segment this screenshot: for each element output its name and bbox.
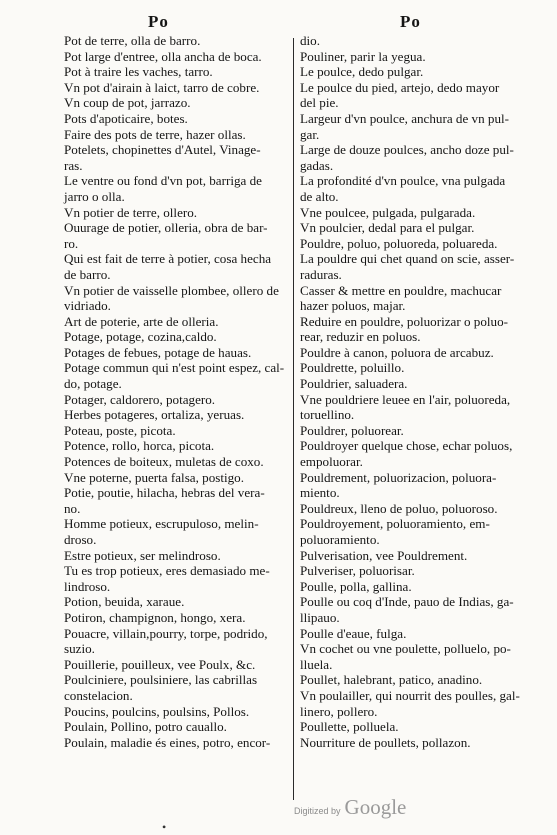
dictionary-line: Poulain, Pollino, potro cauallo. bbox=[64, 719, 227, 735]
dictionary-line: de barro. bbox=[64, 266, 111, 282]
dictionary-line: Pouldre à canon, poluora de arcabuz. bbox=[300, 344, 494, 360]
dictionary-line: raduras. bbox=[300, 266, 342, 282]
dictionary-line: Pouldroyer quelque chose, echar poluos, bbox=[300, 438, 513, 454]
dictionary-line: del pie. bbox=[300, 95, 339, 111]
dictionary-line: Potages de febues, potage de hauas. bbox=[64, 344, 252, 360]
dictionary-line: Poulciniere, poulsiniere, las cabrillas bbox=[64, 672, 258, 688]
dictionary-line: Vn poulailler, qui nourrit des poulles, gal- bbox=[300, 687, 520, 703]
left-running-head: Po bbox=[148, 12, 169, 31]
dictionary-line: lindroso. bbox=[64, 578, 111, 594]
dictionary-line: Poulain, maladie és eines, potro, encor- bbox=[64, 734, 271, 750]
dictionary-line: Pouldrette, poluillo. bbox=[300, 360, 405, 376]
dictionary-line: Vn potier de terre, ollero. bbox=[64, 204, 198, 220]
dictionary-line: Poulle d'eaue, fulga. bbox=[300, 625, 407, 641]
dictionary-line: Potence, rollo, horca, picota. bbox=[64, 438, 215, 454]
dictionary-line: Poteau, poste, picota. bbox=[64, 422, 176, 438]
dictionary-line: Vn poulcier, dedal para el pulgar. bbox=[300, 220, 475, 236]
dictionary-line: Homme potieux, escrupuloso, melin- bbox=[64, 516, 259, 532]
dictionary-line: Poullet, halebrant, patico, anadino. bbox=[300, 672, 483, 688]
dictionary-line: Pot à traire les vaches, tarro. bbox=[64, 64, 213, 80]
dictionary-line: Vn pot d'airain à laict, tarro de cobre. bbox=[64, 79, 260, 95]
dictionary-line: Potelets, chopinettes d'Autel, Vinage- bbox=[64, 142, 261, 158]
dictionary-line: Tu es trop potieux, eres demasiado me- bbox=[64, 563, 270, 579]
dictionary-line: Ouurage de potier, olleria, obra de bar- bbox=[64, 220, 268, 236]
dictionary-line: jarro o olla. bbox=[64, 188, 125, 204]
dictionary-line: Pouldroyement, poluoramiento, em- bbox=[300, 516, 490, 532]
dictionary-line: Largeur d'vn poulce, anchura de vn pul- bbox=[300, 110, 509, 126]
dictionary-line: Pulverisation, vee Pouldrement. bbox=[300, 547, 468, 563]
dictionary-line: Potie, poutie, hilacha, hebras del vera- bbox=[64, 485, 265, 501]
dictionary-line: de alto. bbox=[300, 188, 339, 204]
dictionary-line: linero, pollero. bbox=[300, 703, 378, 719]
dictionary-line: Vne pouldriere leuee en l'air, poluoreda, bbox=[300, 391, 511, 407]
dictionary-line: Pulveriser, poluorisar. bbox=[300, 563, 415, 579]
dictionary-line: vidriado. bbox=[64, 298, 111, 314]
dictionary-line: Pouliner, parir la yegua. bbox=[300, 48, 426, 64]
dictionary-line: miento. bbox=[300, 485, 340, 501]
dictionary-line: Pouldrer, poluorear. bbox=[300, 422, 404, 438]
column-divider bbox=[293, 38, 294, 800]
right-running-head: Po bbox=[400, 12, 421, 31]
dictionary-line: Vn coup de pot, jarrazo. bbox=[64, 95, 191, 111]
dictionary-line: Le poulce, dedo pulgar. bbox=[300, 64, 424, 80]
dictionary-line: Poucins, poulcins, poulsins, Pollos. bbox=[64, 703, 250, 719]
dictionary-line: empoluorar. bbox=[300, 454, 363, 470]
dictionary-line: ro. bbox=[64, 235, 79, 251]
dictionary-line: Pots d'apoticaire, botes. bbox=[64, 110, 188, 126]
dictionary-line: Potage commun qui n'est point espez, cal- bbox=[64, 360, 285, 376]
dictionary-line: ras. bbox=[64, 157, 83, 173]
dictionary-line: suzio. bbox=[64, 641, 95, 657]
dictionary-line: La pouldre qui chet quand on scie, asser- bbox=[300, 251, 515, 267]
dictionary-line: Pot large d'entree, olla ancha de boca. bbox=[64, 48, 262, 64]
printer-mark: • bbox=[162, 820, 167, 834]
right-column bbox=[300, 33, 542, 750]
dictionary-line: Pouacre, villain,pourry, torpe, podrido, bbox=[64, 625, 268, 641]
dictionary-line: Faire des pots de terre, hazer ollas. bbox=[64, 126, 246, 142]
dictionary-line: Nourriture de poullets, pollazon. bbox=[300, 734, 471, 750]
dictionary-line: Reduire en pouldre, poluorizar o poluo- bbox=[300, 313, 508, 329]
dictionary-line: Casser & mettre en pouldre, machucar bbox=[300, 282, 502, 298]
dictionary-line: Large de douze poulces, ancho doze pul- bbox=[300, 142, 514, 158]
dictionary-line: Estre potieux, ser melindroso. bbox=[64, 547, 221, 563]
dictionary-line: rear, reduzir en poluos. bbox=[300, 329, 421, 345]
dictionary-line: Pouldreux, lleno de poluo, poluoroso. bbox=[300, 500, 498, 516]
dictionary-line: Pouldre, poluo, poluoreda, poluareda. bbox=[300, 235, 498, 251]
digitized-by-text: Digitized by bbox=[294, 806, 341, 816]
dictionary-line: Poullette, polluela. bbox=[300, 719, 399, 735]
dictionary-line: no. bbox=[64, 500, 81, 516]
left-column bbox=[64, 33, 312, 750]
dictionary-line: Pouldrier, saluadera. bbox=[300, 376, 408, 392]
dictionary-line: llipauo. bbox=[300, 609, 340, 625]
dictionary-line: La profondité d'vn poulce, vna pulgada bbox=[300, 173, 506, 189]
dictionary-line: Vn potier de vaisselle plombee, ollero de bbox=[64, 282, 279, 298]
dictionary-line: Pot de terre, olla de barro. bbox=[64, 33, 201, 48]
dictionary-line: Potences de boiteux, muletas de coxo. bbox=[64, 454, 264, 470]
dictionary-line: Le ventre ou fond d'vn pot, barriga de bbox=[64, 173, 262, 189]
dictionary-line: Pouldrement, poluorizacion, poluora- bbox=[300, 469, 497, 485]
google-watermark bbox=[294, 795, 406, 820]
dictionary-line: Vne poulcee, pulgada, pulgarada. bbox=[300, 204, 476, 220]
dictionary-line: Qui est fait de terre à potier, cosa hecha bbox=[64, 251, 272, 267]
dictionary-line: toruellino. bbox=[300, 407, 355, 423]
dictionary-line: gadas. bbox=[300, 157, 334, 173]
dictionary-line: Vn cochet ou vne poulette, polluelo, po- bbox=[300, 641, 511, 657]
dictionary-line: gar. bbox=[300, 126, 320, 142]
dictionary-line: Le poulce du pied, artejo, dedo mayor bbox=[300, 79, 500, 95]
dictionary-line: Potager, caldorero, potagero. bbox=[64, 391, 216, 407]
dictionary-line: Pouillerie, pouilleux, vee Poulx, &c. bbox=[64, 656, 256, 672]
dictionary-line: droso. bbox=[64, 532, 97, 547]
dictionary-line: constelacion. bbox=[64, 687, 133, 703]
dictionary-line: Herbes potageres, ortaliza, yeruas. bbox=[64, 407, 245, 423]
dictionary-line: Vne poterne, puerta falsa, postigo. bbox=[64, 469, 244, 485]
dictionary-line: hazer poluos, majar. bbox=[300, 298, 406, 314]
dictionary-line: Potion, beuida, xaraue. bbox=[64, 594, 185, 610]
dictionary-line: Art de poterie, arte de olleria. bbox=[64, 313, 219, 329]
dictionary-line: Potiron, champignon, hongo, xera. bbox=[64, 609, 246, 625]
dictionary-line: Poulle ou coq d'Inde, pauo de Indias, ga- bbox=[300, 594, 514, 610]
google-logo: Google bbox=[344, 795, 407, 819]
dictionary-line: do, potage. bbox=[64, 376, 122, 392]
dictionary-line: Potage, potage, cozina,caldo. bbox=[64, 329, 217, 345]
dictionary-line: dio. bbox=[300, 33, 321, 48]
dictionary-line: lluela. bbox=[300, 656, 333, 672]
dictionary-line: poluoramiento. bbox=[300, 532, 380, 547]
dictionary-line: Poulle, polla, gallina. bbox=[300, 578, 412, 594]
